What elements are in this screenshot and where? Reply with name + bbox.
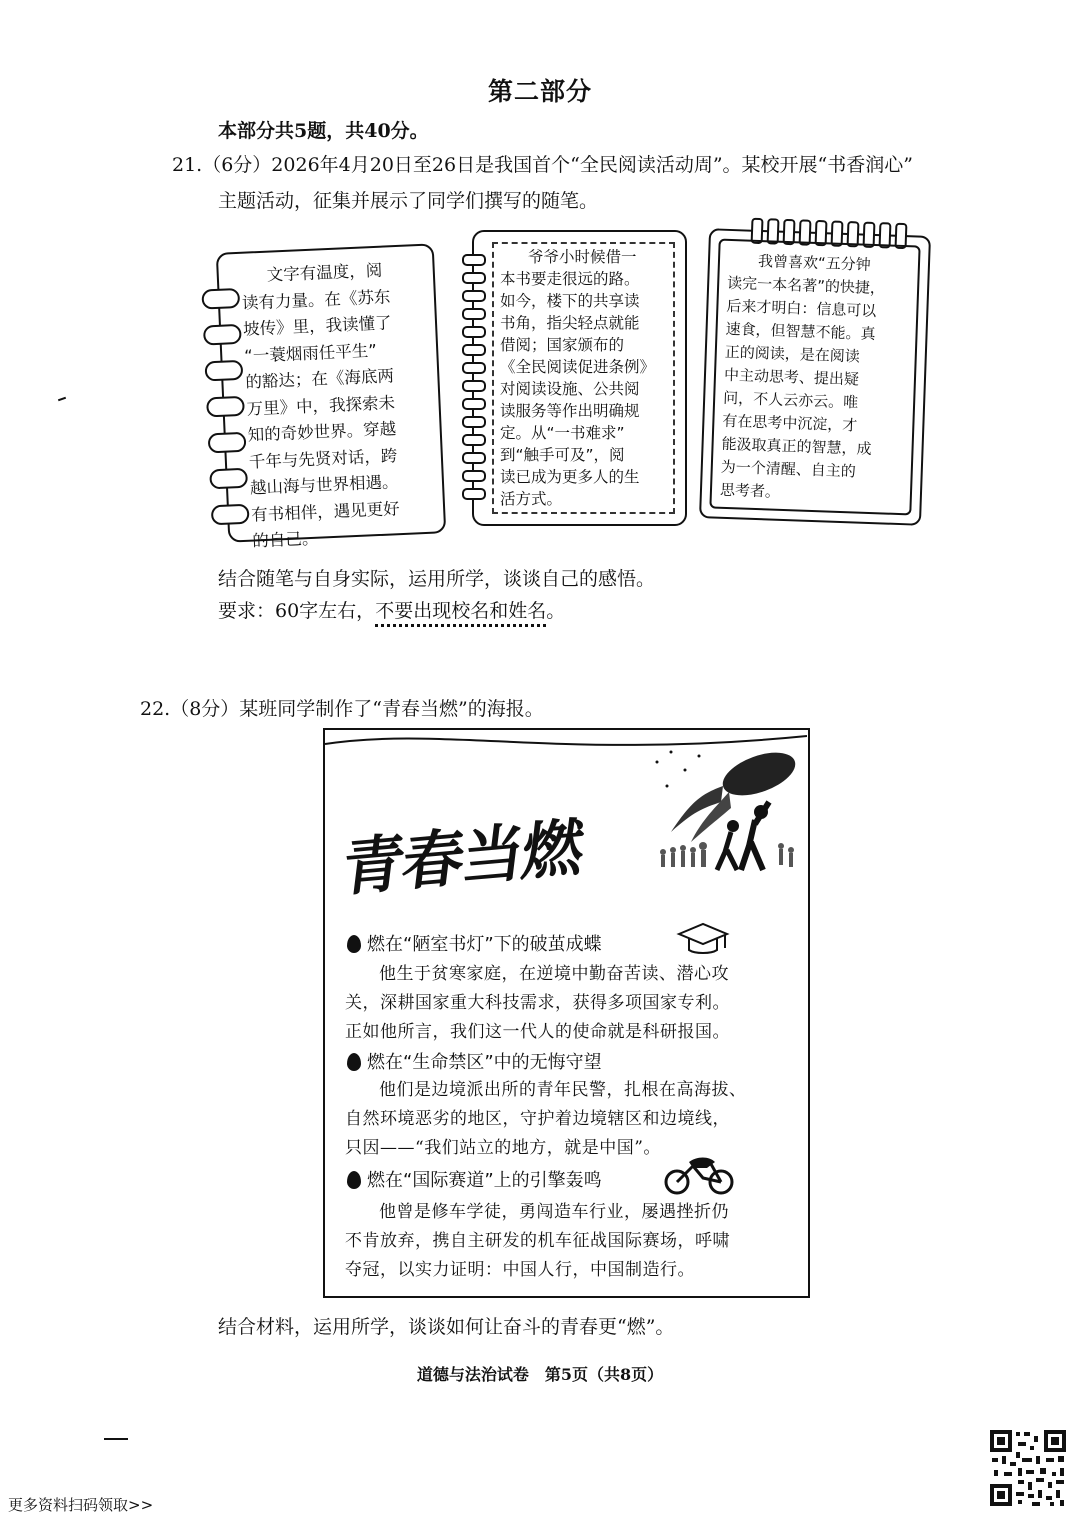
body-line: 他曾是修车学徒，勇闯造车行业，屡遇挫折仍 bbox=[379, 1202, 729, 1222]
binder-ring-icon bbox=[205, 360, 244, 382]
essay-line: 定。从“一书难求” bbox=[500, 424, 625, 442]
essay-line: 如今，楼下的共享读 bbox=[500, 292, 640, 310]
essay-line: 万里》中，我探索未 bbox=[246, 392, 396, 419]
q21-line-2: 主题活动，征集并展示了同学们撰写的随笔。 bbox=[218, 190, 599, 212]
spiral-coil-icon bbox=[462, 344, 486, 356]
essay-line: 书角，指尖轻点就能 bbox=[500, 314, 640, 332]
essay-line: 爷爷小时候借一 bbox=[528, 248, 637, 266]
q22-task: 结合材料，运用所学，谈谈如何让奋斗的青春更“燃”。 bbox=[218, 1316, 675, 1338]
essay-notebook-3 bbox=[699, 228, 931, 526]
essay-line: 有书相伴，遇见更好 bbox=[250, 498, 401, 525]
page-footer: 道德与法治试卷 第5页（共8页） bbox=[416, 1365, 664, 1384]
graduation-cap-icon bbox=[675, 922, 731, 956]
spiral-coil-icon bbox=[462, 416, 486, 428]
requirement-emphasis: 不要出现校名和姓名 bbox=[375, 600, 547, 622]
essay-line: 文字有温度，阅 bbox=[266, 260, 383, 285]
margin-mark bbox=[104, 1438, 128, 1440]
q22-line-1: 22.（8分）某班同学制作了“青春当燃”的海报。 bbox=[140, 698, 544, 720]
requirement-prefix: 要求：60字左右， bbox=[218, 600, 376, 622]
motorcycle-icon bbox=[663, 1152, 735, 1196]
essay-line: 读已成为更多人的生 bbox=[500, 468, 640, 486]
flame-icon bbox=[347, 935, 361, 953]
essay-notebook-1 bbox=[216, 243, 446, 551]
essay-line: 我曾喜欢“五分钟 bbox=[757, 251, 872, 274]
essay-line: 《全民阅读促进条例》 bbox=[500, 358, 656, 376]
poster-title: 青春当燃 bbox=[338, 810, 587, 906]
runners-torch-illustration bbox=[651, 742, 803, 872]
poster-section-3-heading bbox=[347, 1166, 602, 1192]
spiral-coil-icon bbox=[462, 254, 486, 266]
body-line: 夺冠，以实力证明：中国人行，中国制造行。 bbox=[345, 1260, 695, 1280]
essay-line: 活方式。 bbox=[500, 490, 563, 508]
body-line: 只因——“我们站立的地方，就是中国”。 bbox=[345, 1138, 661, 1158]
essay-line: 知的奇妙世界。穿越 bbox=[247, 419, 397, 445]
spiral-coil-icon bbox=[462, 362, 486, 374]
essay-line: 对阅读设施、公共阅 bbox=[500, 380, 640, 398]
poster-section-1-title: 燃在“陋室书灯”下的破茧成蝶 bbox=[367, 934, 602, 955]
essay-line: 坡传》里，我读懂了 bbox=[242, 313, 392, 339]
essay-line: 中主动思考、提出疑 bbox=[723, 365, 860, 389]
part-intro: 本部分共5题，共40分。 bbox=[218, 120, 429, 142]
q21-task: 结合随笔与自身实际，运用所学，谈谈自己的感悟。 bbox=[218, 568, 656, 590]
promo-text[interactable]: 更多资料扫码领取>> bbox=[8, 1496, 154, 1514]
essay-line: 读完一本名著”的快捷， bbox=[726, 273, 886, 298]
essay-line: 为一个清醒、自主的 bbox=[720, 457, 857, 481]
spiral-coil-icon bbox=[462, 272, 486, 284]
essay-line: 读服务等作出明确规 bbox=[500, 402, 640, 420]
poster-section-3-title: 燃在“国际赛道”上的引擎轰鸣 bbox=[367, 1170, 602, 1191]
q21-line-1: 21.（6分）2026年4月20日至26日是我国首个“全民阅读活动周”。某校开展“书香润心” bbox=[172, 154, 913, 176]
essay-line: 能汲取真正的智慧，成 bbox=[721, 434, 872, 459]
essay-line: 问，不人云亦云。唯 bbox=[722, 388, 859, 412]
spiral-coil-icon bbox=[462, 290, 486, 302]
binder-ring-icon bbox=[208, 432, 247, 454]
qr-code-icon[interactable] bbox=[988, 1428, 1068, 1508]
body-line: 自然环境恶劣的地区，守护着边境辖区和边境线， bbox=[345, 1109, 730, 1129]
spiral-coil-icon bbox=[462, 434, 486, 446]
essay-line: 本书要走很远的路。 bbox=[500, 270, 640, 288]
poster-section-2-body bbox=[345, 1076, 793, 1163]
requirement-suffix: 。 bbox=[546, 600, 566, 622]
essay-line: 后来才明白：信息可以 bbox=[726, 296, 877, 321]
poster-section-3-body bbox=[345, 1198, 793, 1285]
essay-text-1 bbox=[240, 256, 438, 555]
flame-icon bbox=[347, 1171, 361, 1189]
essay-line: 的自己。 bbox=[251, 528, 319, 551]
essay-line: 思考者。 bbox=[719, 480, 781, 501]
essay-text-2 bbox=[500, 246, 676, 510]
spiral-coil-icon bbox=[462, 470, 486, 482]
spiral-coil-icon bbox=[462, 326, 486, 338]
essay-line: 千年与先贤对话，跨 bbox=[248, 445, 398, 472]
binder-ring-icon bbox=[206, 396, 245, 418]
spiral-coil-icon bbox=[462, 308, 486, 320]
binder-ring-icon bbox=[211, 504, 250, 526]
essay-line: 速食，但智慧不能。真 bbox=[725, 319, 876, 344]
poster-section-1-heading bbox=[347, 930, 602, 956]
spiral-coil-icon bbox=[462, 452, 486, 464]
essay-line: 越山海与世界相遇。 bbox=[249, 472, 399, 498]
spiral-coil-icon bbox=[462, 398, 486, 410]
binder-ring-icon bbox=[201, 288, 240, 310]
essay-line: 读有力量。在《苏东 bbox=[241, 286, 391, 313]
binder-ring-icon bbox=[203, 324, 242, 346]
essay-notebook-2 bbox=[472, 230, 687, 526]
poster-section-1-body bbox=[345, 960, 793, 1047]
poster-section-2-heading bbox=[347, 1048, 602, 1074]
body-line: 他生于贫寒家庭，在逆境中勤奋苦读、潜心攻 bbox=[379, 964, 729, 984]
essay-text-3 bbox=[720, 249, 921, 509]
q21-requirement bbox=[218, 596, 565, 623]
poster-section-2-title: 燃在“生命禁区”中的无悔守望 bbox=[367, 1052, 602, 1073]
essay-line: 借阅；国家颁布的 bbox=[500, 336, 625, 354]
essay-line: 有在思考中沉淀，才 bbox=[722, 411, 858, 435]
essay-line: 正的阅读，是在阅读 bbox=[724, 342, 861, 366]
spiral-coil-icon bbox=[462, 380, 486, 392]
binder-ring-icon bbox=[209, 468, 248, 490]
margin-mark bbox=[58, 397, 66, 402]
body-line: 他们是边境派出所的青年民警，扎根在高海拔、 bbox=[379, 1080, 747, 1100]
spiral-coil-icon bbox=[462, 488, 486, 500]
essay-line: “一蓑烟雨任平生” bbox=[243, 340, 378, 366]
essay-line: 到“触手可及”，阅 bbox=[500, 446, 625, 464]
part-title: 第二部分 bbox=[487, 77, 592, 106]
youth-poster bbox=[323, 728, 810, 1298]
body-line: 不肯放弃，携自主研发的机车征战国际赛场，呼啸 bbox=[345, 1231, 730, 1251]
flame-icon bbox=[347, 1053, 361, 1071]
essay-line: 的豁达；在《海底两 bbox=[245, 366, 395, 392]
body-line: 正如他所言，我们这一代人的使命就是科研报国。 bbox=[345, 1022, 730, 1042]
body-line: 关，深耕国家重大科技需求，获得多项国家专利。 bbox=[345, 993, 730, 1013]
